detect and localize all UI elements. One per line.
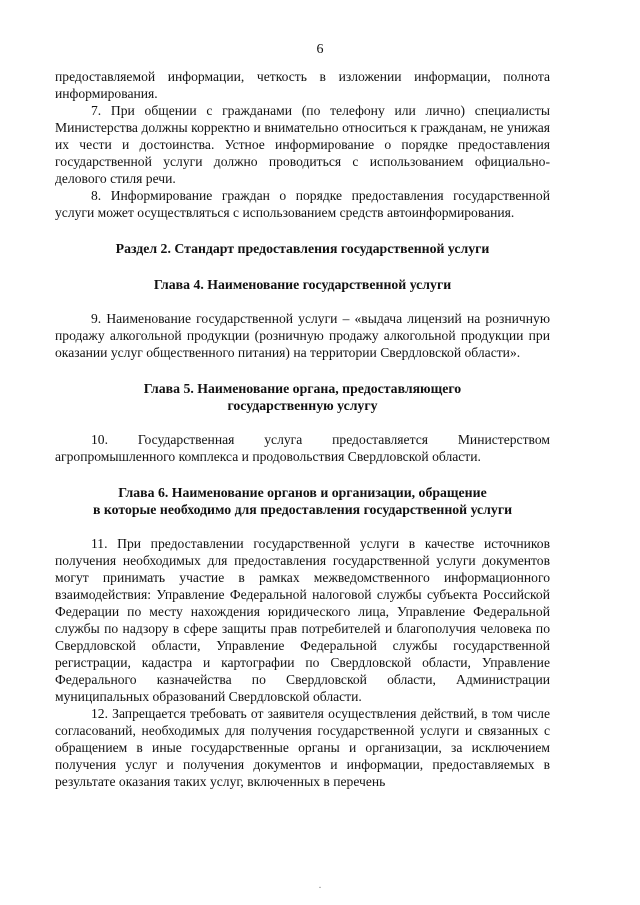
paragraph-7: 7. При общении с гражданами (по телефону или лично) специалисты Министерства должны корректно и внимательно относиться к гражданам, не унижая их чести и достоинства. Устное информирование о порядке предоставления государственной услуги должно проводиться с использованием официально-делового стиля речи. — [55, 103, 550, 186]
chapter-6-heading-line2: в которые необходимо для предоставления государственной услуги — [92, 502, 513, 517]
document-body — [55, 68, 550, 790]
chapter-5-heading-line1: Глава 5. Наименование органа, предоставляющего — [143, 381, 462, 396]
chapter-6-heading-line1: Глава 6. Наименование органов и организации, обращение — [118, 485, 487, 500]
page-number: 6 — [316, 42, 324, 57]
chapter-4-heading: Глава 4. Наименование государственной услуги — [153, 277, 452, 292]
section-2-heading: Раздел 2. Стандарт предоставления государственной услуги — [115, 241, 490, 256]
footer-dot: . — [318, 880, 322, 891]
paragraph-8: 8. Информирование граждан о порядке предоставления государственной услуги может осуществляться с использованием средств автоинформирования. — [55, 188, 550, 220]
paragraph-10: 10. Государственная услуга предоставляется Министерством агропромышленного комплекса и продовольствия Свердловской области. — [55, 432, 550, 464]
paragraph-12: 12. Запрещается требовать от заявителя осуществления действий, в том числе согласований, необходимых для получения государственной услуги и связанных с обращением в иные государственные органы и организации, за исключением получения услуг и получения документов и информации, предоставляемых в результате оказания таких услуг, включенных в перечень — [55, 706, 550, 789]
paragraph-9: 9. Наименование государственной услуги – «выдача лицензий на розничную продажу алкогольной продукции (розничную продажу алкогольной продукции при оказании услуг общественного питания) на территории Свердловской области». — [55, 311, 550, 360]
chapter-5-heading-line2: государственную услугу — [227, 398, 378, 413]
paragraph-11: 11. При предоставлении государственной услуги в качестве источников получения необходимых для предоставления государственной услуги документов могут принимать участие в рамках межведомственного информационного взаимодействия: Управление Федеральной налоговой службы субъекта Российской Федерации по месту нахождения юридического лица, Управление Федеральной службы по надзору в сфере защиты прав потребителей и благополучия человека по Свердловской области, Управление Федеральной службы государственной регистрации, кадастра и картографии по Свердловской области, Управление Федерального казначейства по Свердловской области, Администрации муниципальных образований Свердловской области. — [55, 536, 550, 704]
paragraph-intro-continuation: предоставляемой информации, четкость в изложении информации, полнота информирования. — [55, 69, 550, 101]
